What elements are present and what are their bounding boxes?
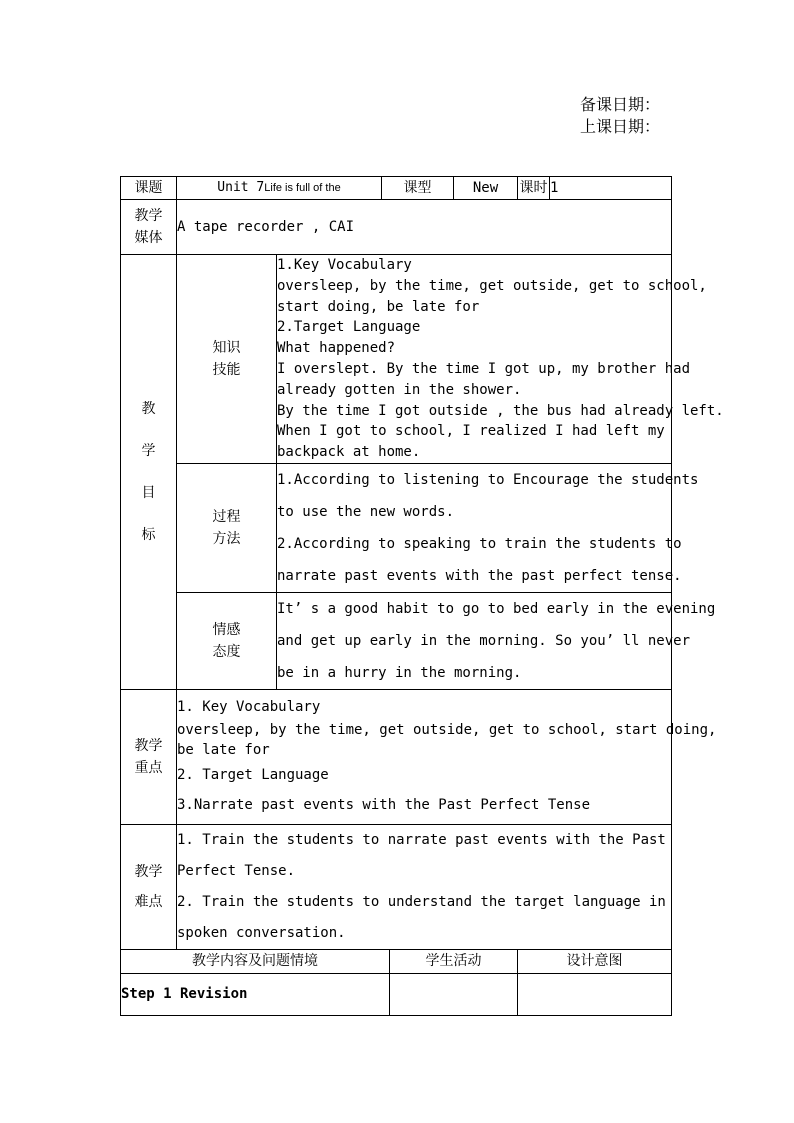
difficulties-content: 1. Train the students to narrate past events with the Past Perfect Tense. 2. Train the students to understand the target language in spoken conversation.	[177, 824, 672, 949]
objectives-label: 教 学 目 标	[121, 255, 177, 690]
step1-activity-cell	[390, 973, 518, 1015]
period-value: 1	[550, 177, 672, 200]
lesson-plan-table	[120, 176, 724, 1016]
process-label: 过程 方法	[177, 463, 277, 592]
topic-row	[121, 177, 672, 200]
header-dates	[580, 94, 660, 138]
key-points-label: 教学 重点	[121, 689, 177, 824]
activity-header: 学生活动	[390, 949, 518, 973]
class-date-label: 上课日期：	[580, 117, 661, 136]
difficulties-row	[121, 824, 672, 949]
media-label: 教学 媒体	[121, 200, 177, 255]
objectives-emotion-row	[121, 592, 672, 689]
topic-label: 课题	[121, 177, 177, 200]
emotion-label: 情感 态度	[177, 592, 277, 689]
topic-value-suffix: Life is full of the	[264, 182, 341, 194]
difficulties-label: 教学 难点	[121, 824, 177, 949]
emotion-content: It’ s a good habit to go to bed early in the evening and get up early in the morning. So you’ ll never be in a hurry in the morning.	[277, 592, 672, 689]
prep-date-label: 备课日期：	[580, 95, 661, 114]
period-label: 课时	[518, 177, 550, 200]
type-value: New	[454, 177, 518, 200]
objectives-process-row	[121, 463, 672, 592]
media-value: A tape recorder , CAI	[177, 200, 672, 255]
key-points-content: 1. Key Vocabulary oversleep, by the time, get outside, get to school, start doing, be late for 2. Target Language 3.Narrate past events with the Past Perfect Tense	[177, 689, 672, 824]
step1-title: Step 1 Revision	[121, 973, 390, 1015]
type-label: 课型	[382, 177, 454, 200]
topic-value-prefix: Unit 7	[217, 180, 265, 195]
step1-row	[121, 973, 672, 1015]
topic-value	[177, 177, 382, 200]
step1-intent-cell	[518, 973, 672, 1015]
knowledge-label: 知识 技能	[177, 255, 277, 464]
objectives-knowledge-row	[121, 255, 672, 464]
key-points-row	[121, 689, 672, 824]
intent-header: 设计意图	[518, 949, 672, 973]
footer-header-row	[121, 949, 672, 973]
media-row	[121, 200, 672, 255]
process-content: 1.According to listening to Encourage the students to use the new words. 2.According to speaking to train the students to narrate past events with the past perfect tense.	[277, 463, 672, 592]
content-header: 教学内容及问题情境	[121, 949, 390, 973]
knowledge-content: 1.Key Vocabulary oversleep, by the time, get outside, get to school, start doing, be late for 2.Target Language What happened? I overslept. By the time I got up, my brother had already gotten in the shower. By the time I got outside , the bus had already left. When I got to school, I realized I had left my backpack at home.	[277, 255, 672, 464]
